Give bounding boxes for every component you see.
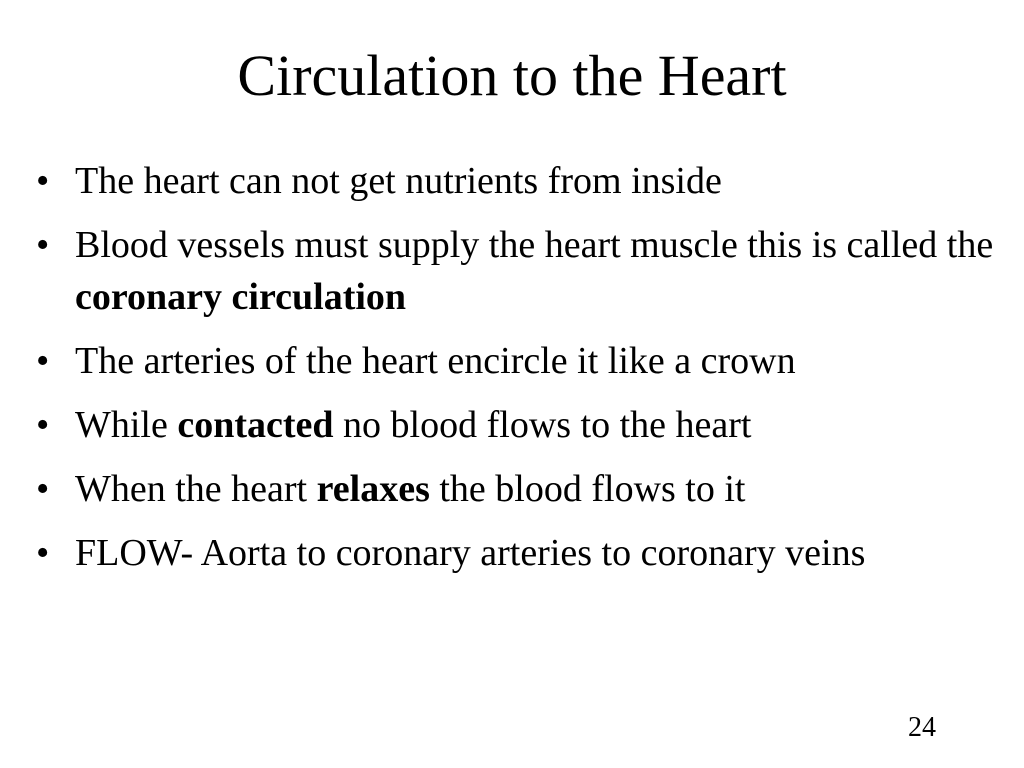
bullet-item: [32, 527, 1002, 579]
bullet-marker: •: [36, 404, 50, 446]
bullet-item: [32, 219, 1002, 323]
slide-title: Circulation to the Heart: [237, 43, 787, 108]
bullet-marker: •: [36, 160, 50, 202]
bullet-marker: •: [36, 340, 50, 382]
bullet-text: While: [75, 404, 178, 446]
bullet-text: The arteries of the heart encircle it like a crown: [75, 340, 796, 382]
bullet-text: When the heart: [75, 468, 317, 510]
bullet-emphasis: contacted: [177, 404, 334, 446]
bullet-text-after: the blood flows to it: [429, 468, 746, 510]
page-number: 24: [908, 712, 936, 743]
bullet-text-after: no blood flows to the heart: [333, 404, 752, 446]
bullet-emphasis: relaxes: [316, 468, 430, 510]
bullet-text: Blood vessels must supply the heart muscle this is called the: [75, 224, 994, 266]
bullet-marker: •: [36, 532, 50, 574]
bullet-list: [32, 155, 1002, 591]
bullet-item: [32, 463, 1002, 515]
bullet-marker: •: [36, 224, 50, 266]
bullet-text: FLOW- Aorta to coronary arteries to coronary veins: [75, 532, 866, 574]
bullet-marker: •: [36, 468, 50, 510]
bullet-emphasis: coronary circulation: [75, 276, 407, 318]
bullet-item: [32, 399, 1002, 451]
bullet-text: The heart can not get nutrients from inside: [75, 160, 722, 202]
bullet-item: [32, 155, 1002, 207]
bullet-item: [32, 335, 1002, 387]
